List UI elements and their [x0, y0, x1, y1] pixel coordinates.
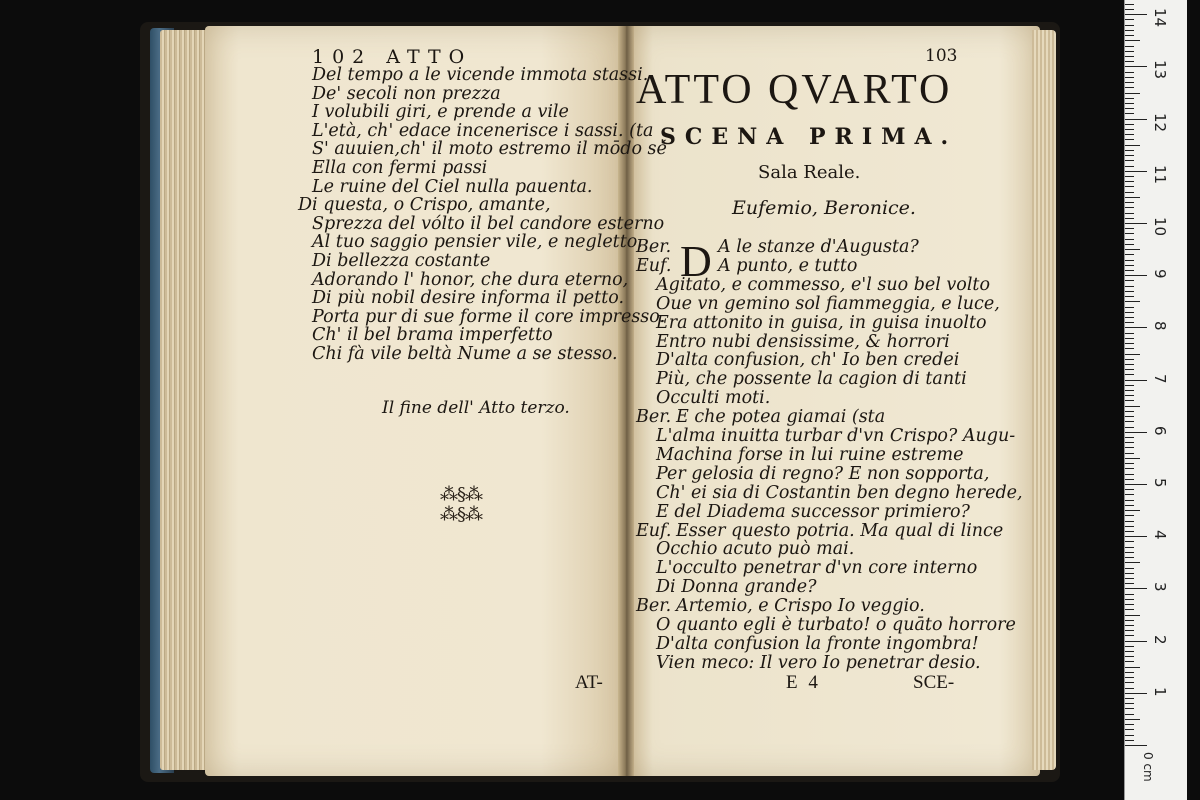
ruler-tick	[1125, 197, 1140, 198]
ruler-number: 8	[1151, 321, 1169, 331]
ruler-tick	[1125, 474, 1134, 475]
ruler-tick	[1125, 343, 1134, 344]
ruler-tick	[1125, 536, 1147, 537]
ruler-tick	[1125, 207, 1134, 208]
left-text-line: I volubili giri, e prende a vile	[312, 102, 569, 123]
ruler-tick	[1125, 223, 1147, 224]
ruler-tick	[1125, 515, 1134, 516]
ruler-tick	[1125, 421, 1134, 422]
ruler-tick	[1125, 395, 1134, 396]
ruler-tick	[1125, 296, 1134, 297]
ruler-tick	[1125, 160, 1134, 161]
ruler-tick	[1125, 505, 1134, 506]
ruler-tick	[1125, 568, 1134, 569]
ruler-tick	[1125, 129, 1134, 130]
ruler-tick	[1125, 385, 1134, 386]
ruler-tick	[1125, 557, 1134, 558]
ruler-tick	[1125, 698, 1134, 699]
right-text-line: L'alma inuitta turbar d'vn Crispo? Augu-	[656, 426, 1016, 446]
ruler-tick	[1125, 317, 1134, 318]
ruler-tick	[1125, 275, 1147, 276]
ruler-tick	[1125, 594, 1134, 595]
ruler-number: 14	[1151, 8, 1169, 28]
ruler-tick	[1125, 588, 1147, 589]
ruler-tick	[1125, 620, 1134, 621]
left-text-line: Le ruine del Ciel nulla pauenta.	[312, 176, 593, 197]
ornament-top: ⁂§⁂	[440, 484, 482, 505]
ruler-tick	[1125, 677, 1134, 678]
scene-setting: Sala Reale.	[758, 162, 861, 183]
right-text-line: Più, che possente la cagion di tanti	[656, 369, 967, 390]
ruler-tick	[1125, 119, 1147, 120]
ruler-tick	[1125, 87, 1134, 88]
ruler-unit-label: 0 cm	[1141, 752, 1155, 782]
right-text-line: Occulti moti.	[656, 388, 771, 409]
ruler-tick	[1125, 98, 1134, 99]
ruler-tick	[1125, 139, 1134, 140]
ruler-tick	[1125, 427, 1134, 428]
ruler-tick	[1125, 186, 1134, 187]
scene-title: SCENA PRIMA.	[660, 124, 958, 150]
ruler-tick	[1125, 166, 1134, 167]
right-catchword: SCE-	[913, 672, 955, 693]
ruler-tick	[1125, 541, 1134, 542]
ruler-tick	[1125, 307, 1134, 308]
ruler-tick	[1125, 573, 1134, 574]
ruler-tick	[1125, 322, 1134, 323]
ruler-tick	[1125, 719, 1140, 720]
left-text-line: L'età, ch' edace incenerisce i sassi. (ta	[312, 120, 654, 141]
ruler-tick	[1125, 667, 1140, 668]
ruler-tick	[1125, 369, 1134, 370]
ruler-tick	[1125, 213, 1134, 214]
ruler-tick	[1125, 202, 1134, 203]
ruler-tick	[1125, 228, 1134, 229]
right-text-line: Di Donna grande?	[656, 577, 817, 598]
ruler-number: 13	[1151, 60, 1169, 80]
ruler-number: 6	[1151, 425, 1169, 436]
ruler-tick	[1125, 526, 1134, 527]
left-text-line: Ch' il bel brama imperfetto	[312, 325, 553, 346]
ruler-tick	[1125, 416, 1134, 417]
ruler-number: 12	[1151, 112, 1169, 132]
end-of-act-note: Il fine dell' Atto terzo.	[382, 398, 570, 418]
ruler-tick	[1125, 630, 1134, 631]
ruler-tick	[1125, 703, 1134, 704]
right-text-line: Agitato, e commesso, e'l suo bel volto	[656, 274, 991, 295]
ruler-tick	[1125, 458, 1140, 459]
ruler-tick	[1125, 291, 1134, 292]
ruler-tick	[1125, 693, 1147, 694]
right-text-line: Era attonito in guisa, in guisa inuolto	[656, 312, 987, 333]
ruler-tick	[1125, 468, 1134, 469]
ruler-number: 9	[1151, 269, 1169, 279]
ruler-number: 10	[1151, 217, 1169, 237]
ruler-tick	[1125, 35, 1134, 36]
ruler-tick	[1125, 442, 1134, 443]
ruler-tick	[1125, 661, 1134, 662]
ruler-tick	[1125, 463, 1134, 464]
left-text-line: Al tuo saggio pensier vile, e negletto.	[312, 232, 643, 253]
right-text-line: L'occulto penetrar d'vn core interno	[656, 558, 978, 579]
ruler-tick	[1125, 641, 1147, 642]
ruler-tick	[1125, 327, 1147, 328]
ruler-tick	[1125, 447, 1134, 448]
ruler-tick	[1125, 714, 1134, 715]
ruler-tick	[1125, 30, 1134, 31]
speaker-label: Euf.	[636, 520, 672, 541]
ruler-number: 1	[1151, 686, 1169, 697]
right-text-line: O quanto egli è turbato! o quāto horrore	[656, 615, 1016, 635]
ruler-tick	[1125, 9, 1134, 10]
drop-cap: D	[680, 237, 712, 286]
right-text-line: Ch' ei sia di Costantin ben degno herede,	[656, 482, 1023, 503]
ruler-number: 11	[1151, 164, 1169, 184]
ruler-tick	[1125, 233, 1134, 234]
speaker-label: Euf.	[636, 255, 672, 276]
ruler-tick	[1125, 656, 1134, 657]
ruler-tick	[1125, 254, 1134, 255]
speaker-label: Ber.	[636, 407, 672, 428]
ruler-tick	[1125, 562, 1140, 563]
ruler-tick	[1125, 400, 1134, 401]
ruler-tick	[1125, 646, 1134, 647]
measuring-ruler	[1124, 0, 1187, 800]
ruler-tick	[1125, 301, 1140, 302]
ruler-tick	[1125, 265, 1134, 266]
ruler-tick	[1125, 171, 1147, 172]
ruler-tick	[1125, 181, 1134, 182]
left-text-line: Di questa, o Crispo, amante,	[298, 195, 551, 216]
act-title: ATTO QVARTO	[636, 67, 953, 113]
right-text-line: D'alta confusion la fronte ingombra!	[656, 633, 979, 654]
right-page-number: 103	[925, 46, 958, 66]
ruler-tick	[1125, 113, 1134, 114]
ruler-tick	[1125, 552, 1134, 553]
ruler-number: 3	[1151, 582, 1169, 592]
ruler-tick	[1125, 93, 1140, 94]
right-text-line: A punto, e tutto	[718, 255, 858, 276]
ruler-tick	[1125, 218, 1134, 219]
left-text-line: Porta pur di sue forme il core impresso.	[312, 306, 666, 327]
ruler-number: 2	[1151, 634, 1169, 645]
ruler-tick	[1125, 625, 1134, 626]
ruler-tick	[1125, 4, 1134, 5]
right-text-line: Occhio acuto può mai.	[656, 539, 855, 560]
ruler-tick	[1125, 724, 1134, 725]
ruler-tick	[1125, 672, 1134, 673]
ruler-tick	[1125, 333, 1134, 334]
ruler-tick	[1125, 364, 1134, 365]
ruler-tick	[1125, 66, 1147, 67]
ruler-tick	[1125, 134, 1134, 135]
ruler-tick	[1125, 599, 1134, 600]
ruler-tick	[1125, 651, 1134, 652]
ruler-tick	[1125, 61, 1134, 62]
ruler-tick	[1125, 682, 1134, 683]
speaker-label: Ber.	[636, 596, 672, 617]
left-text-line: Di più nobil desire informa il petto.	[312, 288, 625, 309]
left-catchword: AT-	[575, 672, 603, 693]
ruler-tick	[1125, 280, 1134, 281]
ruler-tick	[1125, 150, 1134, 151]
right-text-line: A le stanze d'Augusta?	[718, 237, 919, 257]
ruler-tick	[1125, 740, 1134, 741]
ruler-tick	[1125, 510, 1140, 511]
ruler-tick	[1125, 338, 1134, 339]
left-page-header: 102 ATTO	[312, 46, 473, 68]
ruler-number: 5	[1151, 478, 1169, 488]
ruler-tick	[1125, 19, 1134, 20]
ruler-tick	[1125, 735, 1134, 736]
left-text-line: Di bellezza costante	[312, 251, 491, 271]
right-text-line: Vien meco: Il vero Io penetrar desio.	[656, 652, 981, 673]
ruler-tick	[1125, 688, 1134, 689]
ruler-tick	[1125, 244, 1134, 245]
ruler-tick	[1125, 25, 1134, 26]
ruler-tick	[1125, 500, 1134, 501]
ruler-tick	[1125, 437, 1134, 438]
ruler-number: 4	[1151, 530, 1169, 540]
ruler-tick	[1125, 547, 1134, 548]
ruler-tick	[1125, 489, 1134, 490]
ruler-tick	[1125, 145, 1140, 146]
ruler-tick	[1125, 484, 1147, 485]
ruler-tick	[1125, 312, 1134, 313]
ruler-tick	[1125, 286, 1134, 287]
ruler-tick	[1125, 270, 1134, 271]
right-text-line: Entro nubi densissime, & horrori	[656, 331, 950, 352]
ruler-tick	[1125, 406, 1140, 407]
ruler-tick	[1125, 51, 1134, 52]
ruler-tick	[1125, 453, 1134, 454]
ruler-tick	[1125, 374, 1134, 375]
left-text-line: Ella con fermi passi	[312, 158, 488, 178]
ruler-tick	[1125, 348, 1134, 349]
right-text-line: Per gelosia di regno? E non sopporta,	[656, 463, 990, 484]
ruler-tick	[1125, 380, 1147, 381]
ruler-tick	[1125, 72, 1134, 73]
left-text-line: Chi fà vile beltà Nume a se stesso.	[312, 344, 618, 364]
ruler-tick	[1125, 479, 1134, 480]
right-text-line: Machina forse in lui ruine estreme	[656, 444, 964, 465]
ruler-tick	[1125, 354, 1140, 355]
ruler-tick	[1125, 108, 1134, 109]
ruler-tick	[1125, 390, 1134, 391]
ruler-tick	[1125, 77, 1134, 78]
ornament-bottom: ⁂§⁂	[440, 504, 482, 525]
scene-characters: Eufemio, Beronice.	[732, 197, 916, 219]
ruler-tick	[1125, 56, 1134, 57]
ruler-tick	[1125, 176, 1134, 177]
ruler-tick	[1125, 249, 1140, 250]
ruler-tick	[1125, 192, 1134, 193]
ruler-tick	[1125, 14, 1147, 15]
ruler-tick	[1125, 40, 1140, 41]
left-text-line: Sprezza del vólto il bel candore esterno	[312, 213, 665, 234]
ruler-tick	[1125, 239, 1134, 240]
ruler-tick	[1125, 359, 1134, 360]
ruler-tick	[1125, 583, 1134, 584]
right-text-line: Artemio, e Crispo Io veggio.	[676, 596, 925, 617]
right-text-line: E che potea giamai (sta	[676, 407, 886, 428]
ruler-tick	[1125, 708, 1134, 709]
right-page-stack	[1032, 30, 1056, 770]
speaker-label: Ber.	[636, 237, 672, 257]
ruler-tick	[1125, 494, 1134, 495]
right-text-line: E del Diadema successor primiero?	[656, 501, 970, 522]
ruler-tick	[1125, 82, 1134, 83]
ruler-tick	[1125, 635, 1134, 636]
left-text-line: S' auuien,ch' il moto estremo il mōdo sé	[312, 139, 667, 160]
ruler-number: 7	[1151, 373, 1169, 384]
ruler-tick	[1125, 411, 1134, 412]
ruler-tick	[1125, 745, 1147, 746]
left-text-line: Del tempo a le vicende immota stassi.	[312, 65, 649, 85]
right-text-line: Oue vn gemino sol fiammeggia, e luce,	[656, 293, 1000, 314]
right-text-line: Esser questo potria. Ma qual di lince	[676, 520, 1004, 541]
ruler-tick	[1125, 531, 1134, 532]
ruler-tick	[1125, 124, 1134, 125]
ruler-tick	[1125, 155, 1134, 156]
ruler-tick	[1125, 46, 1134, 47]
right-text-line: D'alta confusion, ch' Io ben credei	[656, 350, 960, 371]
ruler-tick	[1125, 578, 1134, 579]
ruler-tick	[1125, 521, 1134, 522]
ruler-tick	[1125, 609, 1134, 610]
ruler-tick	[1125, 103, 1134, 104]
ruler-tick	[1125, 729, 1134, 730]
signature-mark: E 4	[786, 672, 821, 693]
left-text-line: De' secoli non prezza	[312, 83, 501, 104]
ruler-tick	[1125, 432, 1147, 433]
ruler-tick	[1125, 260, 1134, 261]
ruler-tick	[1125, 615, 1140, 616]
left-text-line: Adorando l' honor, che dura eterno,	[312, 269, 629, 290]
ruler-tick	[1125, 604, 1134, 605]
